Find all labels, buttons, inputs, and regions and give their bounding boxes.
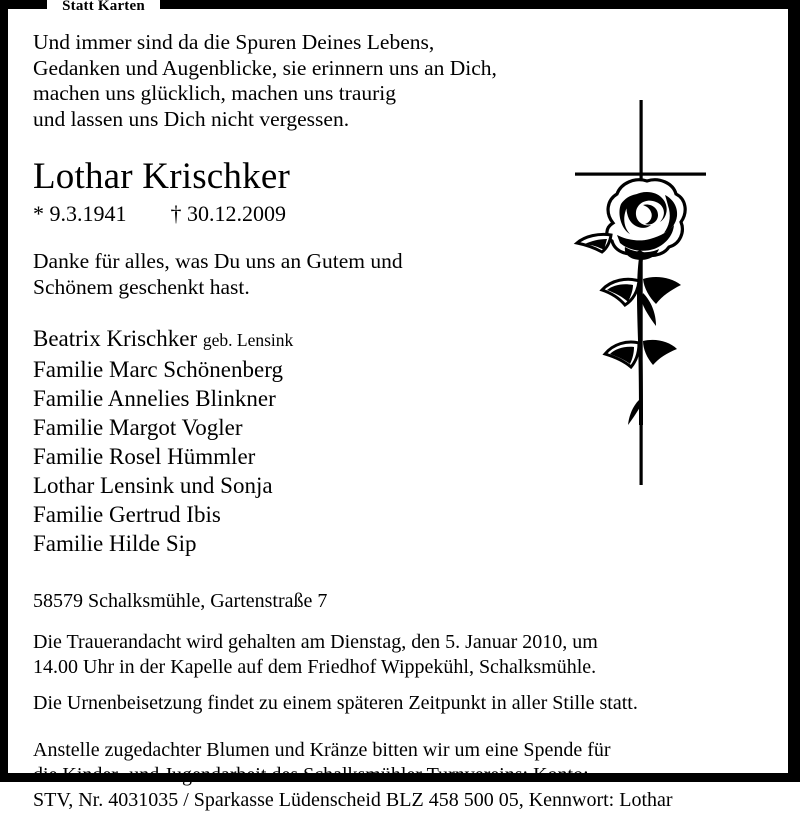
list-item bbox=[33, 384, 533, 413]
mourner-name: Lothar Lensink und Sonja bbox=[33, 473, 273, 498]
poem-block bbox=[33, 30, 533, 132]
border-top-left-segment bbox=[0, 0, 47, 9]
notice-content bbox=[33, 30, 673, 813]
list-item bbox=[33, 500, 533, 529]
burial-note: Die Urnenbeisetzung findet zu einem späteren Zeitpunkt in aller Stille statt. bbox=[33, 692, 638, 714]
poem-line: machen uns glücklich, machen uns traurig bbox=[33, 81, 397, 105]
list-item bbox=[33, 355, 533, 384]
mourner-nee: geb. Lensink bbox=[202, 330, 294, 350]
list-item bbox=[33, 324, 533, 355]
donation-request bbox=[33, 738, 673, 813]
poem-line: Gedanken und Augenblicke, sie erinnern uns an Dich, bbox=[33, 55, 497, 80]
death-date: † 30.12.2009 bbox=[170, 201, 286, 226]
address-line: 58579 Schalksmühle, Gartenstraße 7 bbox=[33, 590, 328, 612]
mourner-name: Familie Margot Vogler bbox=[33, 415, 243, 440]
mourner-name: Familie Hilde Sip bbox=[33, 531, 197, 556]
list-item bbox=[33, 442, 533, 471]
mourner-name: Beatrix Krischker bbox=[33, 326, 198, 351]
donation-line: Anstelle zugedachter Blumen und Kränze bitten wir um eine Spende für bbox=[33, 739, 611, 761]
donation-line: STV, Nr. 4031035 / Sparkasse Lüdenscheid BLZ 458 500 05, Kennwort: Lothar bbox=[33, 789, 673, 811]
mourner-name: Familie Gertrud Ibis bbox=[33, 502, 221, 527]
border-left bbox=[0, 0, 8, 782]
list-item bbox=[33, 413, 533, 442]
birth-date: * 9.3.1941 bbox=[33, 201, 127, 226]
mourner-name: Familie Annelies Blinkner bbox=[33, 386, 276, 411]
thanks-line: Danke für alles, was Du uns an Gutem und bbox=[33, 249, 403, 273]
border-top-right-segment bbox=[160, 0, 800, 9]
service-line: Die Trauerandacht wird gehalten am Dienstag, den 5. Januar 2010, um bbox=[33, 631, 598, 653]
life-dates bbox=[33, 201, 533, 227]
deceased-name: Lothar Krischker bbox=[33, 156, 290, 197]
thanks-block bbox=[33, 249, 533, 300]
border-right bbox=[788, 0, 800, 782]
poem-line: Und immer sind da die Spuren Deines Lebens, bbox=[33, 30, 435, 54]
thanks-line: Schönem geschenkt hast. bbox=[33, 274, 250, 299]
poem-line: und lassen uns Dich nicht vergessen. bbox=[33, 106, 350, 131]
banner-statt-karten: Statt Karten bbox=[62, 0, 145, 14]
mourner-name: Familie Marc Schönenberg bbox=[33, 357, 283, 382]
service-details bbox=[33, 630, 598, 680]
donation-line: die Kinder- und Jugendarbeit des Schalksmühler Turnvereins: Konto: bbox=[33, 764, 589, 786]
list-item bbox=[33, 529, 533, 558]
mourner-name: Familie Rosel Hümmler bbox=[33, 444, 256, 469]
mourners-list bbox=[33, 324, 533, 558]
service-line: 14.00 Uhr in der Kapelle auf dem Friedhof Wippekühl, Schalksmühle. bbox=[33, 656, 597, 678]
cross-with-rose-icon bbox=[555, 95, 730, 495]
list-item bbox=[33, 471, 533, 500]
